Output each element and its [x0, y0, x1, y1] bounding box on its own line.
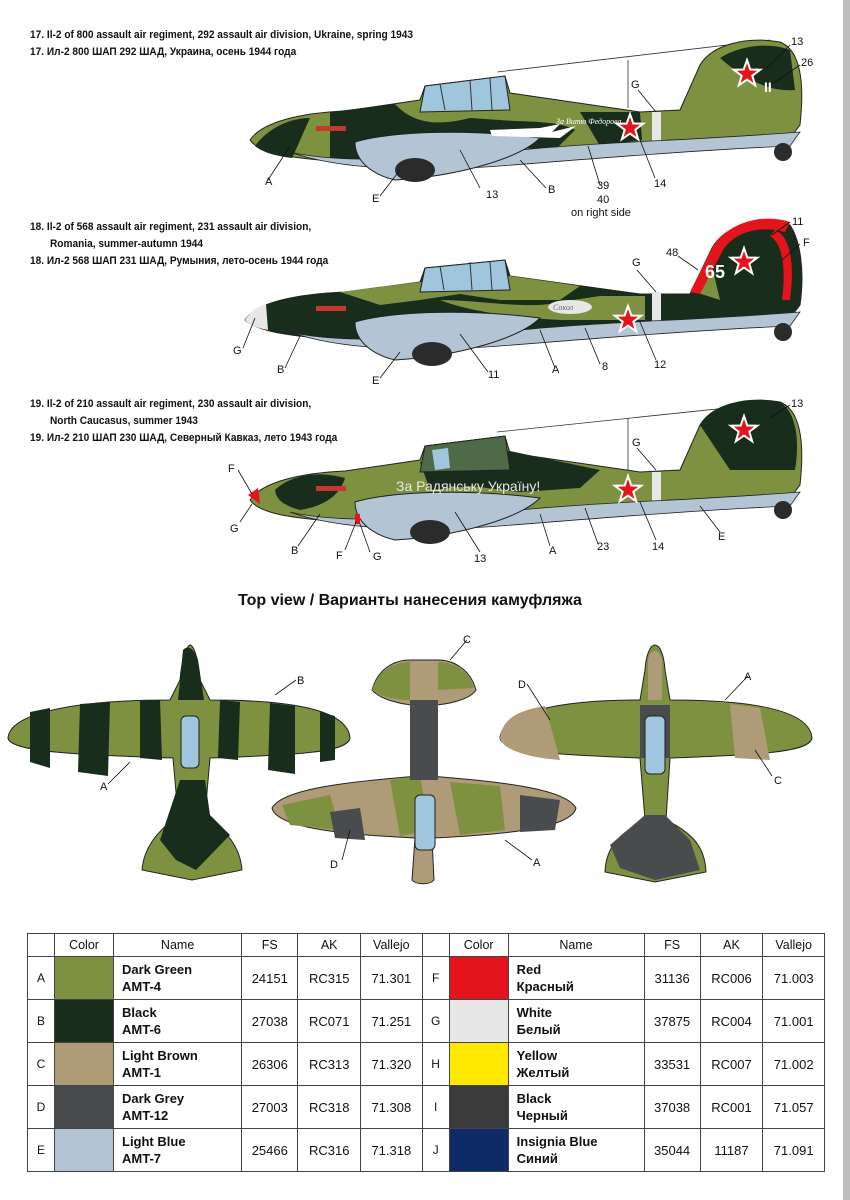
row-letter: A [28, 957, 55, 1000]
color-name: White Белый [508, 1000, 644, 1043]
vallejo-code: 71.251 [361, 1000, 423, 1043]
label-18-11: 11 [488, 369, 500, 381]
fs-code: 33531 [644, 1043, 700, 1086]
fs-code: 26306 [242, 1043, 298, 1086]
top-label-B: B [297, 675, 305, 687]
table-header-row [28, 934, 825, 957]
label-18-G: G [233, 345, 242, 357]
label-17-26: 26 [801, 57, 814, 69]
top-view-title: Top view / Варианты нанесения камуфляжа [238, 592, 582, 609]
color-swatch [449, 1043, 508, 1086]
label-17-G: G [631, 79, 640, 91]
header-color-left: Color [55, 934, 114, 957]
header-name-right: Name [508, 934, 644, 957]
ak-code: RC007 [700, 1043, 763, 1086]
row-letter: E [28, 1129, 55, 1172]
header-ak-right: AK [700, 934, 763, 957]
label-17-A: A [265, 176, 273, 188]
label-17-13b: 13 [791, 36, 804, 48]
color-table [27, 933, 825, 1172]
label-17-14: 14 [654, 178, 667, 190]
vallejo-code: 71.320 [361, 1043, 423, 1086]
label-19-F2: F [336, 550, 343, 562]
label-19-23: 23 [597, 541, 610, 553]
row-letter: G [422, 1000, 449, 1043]
color-name: Light Blue AMT-7 [114, 1129, 242, 1172]
tail-number-17: II [764, 79, 772, 95]
profile-19-title-en-2: North Caucasus, summer 1943 [50, 415, 198, 427]
profile-18-title-ru: 18. Ил-2 568 ШАП 231 ШАД, Румыния, лето-осень 1944 года [30, 255, 329, 267]
table-row [28, 1000, 825, 1043]
label-18-A: A [552, 364, 560, 376]
color-name: Red Красный [508, 957, 644, 1000]
top-label-A1: A [100, 781, 108, 793]
label-17-right-side: on right side [571, 207, 631, 219]
header-vallejo-left: Vallejo [361, 934, 423, 957]
header-color-right: Color [449, 934, 508, 957]
ak-code: RC004 [700, 1000, 763, 1043]
top-label-A3: A [744, 671, 752, 683]
profile-17-aircraft [250, 40, 802, 182]
color-swatch [55, 1000, 114, 1043]
color-swatch [55, 1043, 114, 1086]
profile-19-title-en-1: 19. Il-2 of 210 assault air regiment, 230 assault air division, [30, 398, 312, 410]
fs-code: 27003 [242, 1086, 298, 1129]
label-17-39: 39 [597, 180, 610, 192]
inscription-19: За Радянську Україну! [396, 478, 541, 494]
table-row [28, 1086, 825, 1129]
fs-code: 25466 [242, 1129, 298, 1172]
row-letter: D [28, 1086, 55, 1129]
ak-code: 11187 [700, 1129, 763, 1172]
profile-18-title-en-1: 18. Il-2 of 568 assault air regiment, 231 assault air division, [30, 221, 312, 233]
label-18-8: 8 [602, 361, 609, 373]
color-name: Dark Grey AMT-12 [114, 1086, 242, 1129]
row-letter: C [28, 1043, 55, 1086]
top-label-C2: C [774, 775, 782, 787]
vallejo-code: 71.091 [763, 1129, 825, 1172]
row-letter: I [422, 1086, 449, 1129]
vallejo-code: 71.318 [361, 1129, 423, 1172]
fs-code: 27038 [242, 1000, 298, 1043]
vallejo-code: 71.003 [763, 957, 825, 1000]
ak-code: RC006 [700, 957, 763, 1000]
label-18-12: 12 [654, 359, 667, 371]
profile-17-title-ru: 17. Ил-2 800 ШАП 292 ШАД, Украина, осень 1944 года [30, 46, 297, 58]
color-swatch [55, 1086, 114, 1129]
fs-code: 37875 [644, 1000, 700, 1043]
row-letter: J [422, 1129, 449, 1172]
color-name: Black Черный [508, 1086, 644, 1129]
color-swatch [449, 1000, 508, 1043]
top-label-C1: C [463, 634, 471, 646]
ak-code: RC318 [298, 1086, 361, 1129]
profile-18-aircraft [245, 219, 802, 366]
label-17-B: B [548, 184, 556, 196]
color-name: Black AMT-6 [114, 1000, 242, 1043]
header-fs-left: FS [242, 934, 298, 957]
vallejo-code: 71.308 [361, 1086, 423, 1129]
profile-19-title-ru: 19. Ил-2 210 ШАП 230 ШАД, Северный Кавказ, лето 1943 года [30, 432, 338, 444]
label-17-E: E [372, 193, 380, 205]
label-19-G3: G [632, 437, 641, 449]
top-view-2 [272, 660, 576, 884]
fs-code: 31136 [644, 957, 700, 1000]
inscription-17: За Витю Федорова [556, 117, 622, 126]
vallejo-code: 71.002 [763, 1043, 825, 1086]
profile-18-title-en-2: Romania, summer-autumn 1944 [50, 238, 203, 250]
ak-code: RC001 [700, 1086, 763, 1129]
header-ak-left: AK [298, 934, 361, 957]
color-name: Light Brown AMT-1 [114, 1043, 242, 1086]
color-swatch [449, 957, 508, 1000]
fs-code: 37038 [644, 1086, 700, 1129]
label-18-48: 48 [666, 247, 679, 259]
color-swatch [55, 957, 114, 1000]
label-18-G2: G [632, 257, 641, 269]
table-row [28, 1129, 825, 1172]
color-swatch [55, 1129, 114, 1172]
label-19-G2: G [373, 551, 382, 563]
label-19-A: A [549, 545, 557, 557]
label-17-13: 13 [486, 189, 499, 201]
profile-19-aircraft [248, 400, 802, 544]
color-name: Insignia Blue Синий [508, 1129, 644, 1172]
color-name: Yellow Желтый [508, 1043, 644, 1086]
table-row [28, 1043, 825, 1086]
top-label-D1: D [330, 859, 338, 871]
ak-code: RC071 [298, 1000, 361, 1043]
ak-code: RC315 [298, 957, 361, 1000]
label-19-13b: 13 [791, 398, 804, 410]
fs-code: 35044 [644, 1129, 700, 1172]
top-label-A2: A [533, 857, 541, 869]
row-letter: H [422, 1043, 449, 1086]
label-18-E: E [372, 375, 380, 387]
color-name: Dark Green AMT-4 [114, 957, 242, 1000]
top-view-3 [500, 645, 812, 882]
label-18-11b: 11 [792, 216, 804, 228]
vallejo-code: 71.301 [361, 957, 423, 1000]
row-letter: B [28, 1000, 55, 1043]
ak-code: RC313 [298, 1043, 361, 1086]
fs-code: 24151 [242, 957, 298, 1000]
color-swatch [449, 1086, 508, 1129]
header-name-left: Name [114, 934, 242, 957]
vallejo-code: 71.001 [763, 1000, 825, 1043]
inscription-18: Сокол [553, 303, 574, 312]
label-17-40: 40 [597, 194, 610, 206]
label-19-G: G [230, 523, 239, 535]
label-19-14: 14 [652, 541, 665, 553]
header-vallejo-right: Vallejo [763, 934, 825, 957]
tail-number-18: 65 [705, 262, 726, 282]
profile-17-title-en: 17. Il-2 of 800 assault air regiment, 292 assault air division, Ukraine, spring 1943 [30, 29, 414, 41]
label-19-F: F [228, 463, 235, 475]
label-18-B: B [277, 364, 285, 376]
top-label-D2: D [518, 679, 526, 691]
label-19-B: B [291, 545, 299, 557]
color-swatch [449, 1129, 508, 1172]
ak-code: RC316 [298, 1129, 361, 1172]
row-letter: F [422, 957, 449, 1000]
header-fs-right: FS [644, 934, 700, 957]
label-19-13: 13 [474, 553, 487, 565]
table-row [28, 957, 825, 1000]
label-18-F: F [803, 237, 810, 249]
label-19-E: E [718, 531, 726, 543]
vallejo-code: 71.057 [763, 1086, 825, 1129]
